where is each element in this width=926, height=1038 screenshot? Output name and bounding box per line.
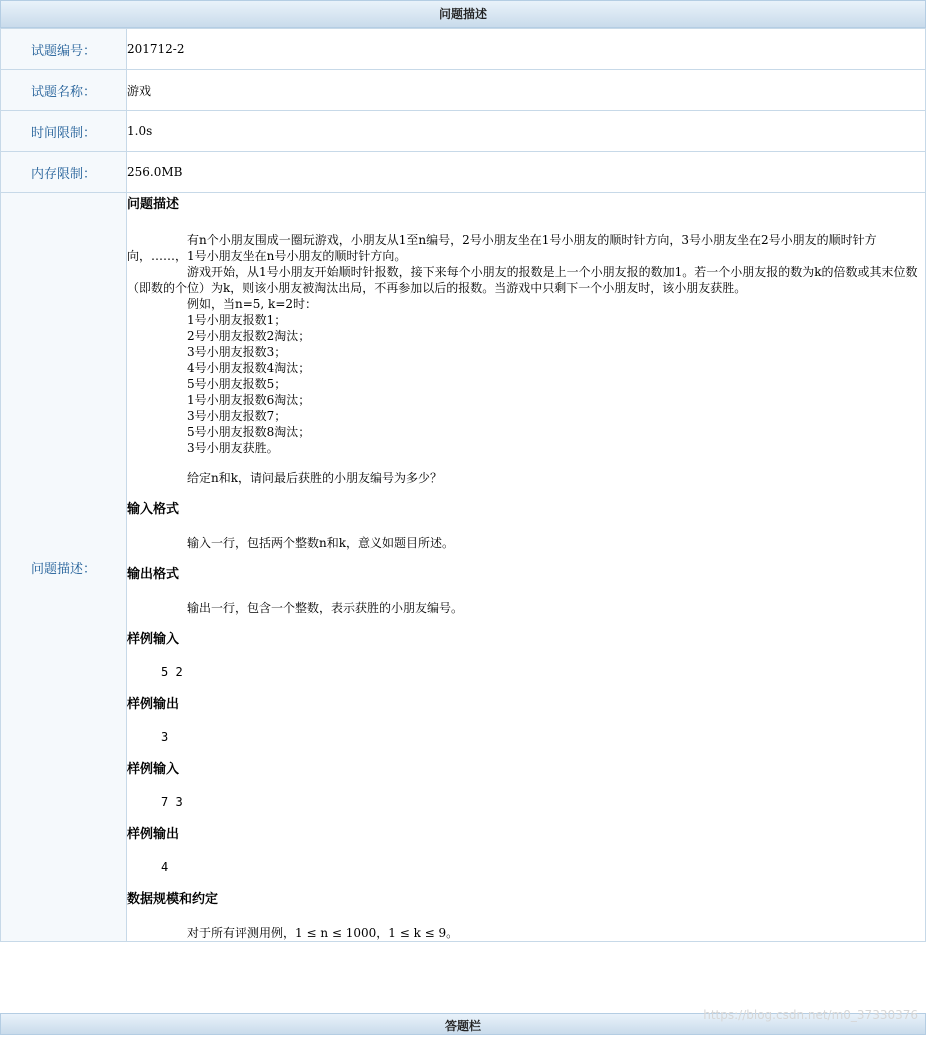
sample-output-title: 样例输出 (127, 697, 180, 712)
time-limit-value: 1.0s (127, 111, 926, 152)
example-line: 1号小朋友报数6淘汰； (187, 393, 311, 407)
problem-id-label: 试题编号： (1, 29, 127, 70)
example-block (187, 296, 925, 456)
sample-output-title: 样例输出 (127, 827, 180, 842)
sample-input-1: 5 2 (161, 665, 183, 679)
sample-output-1: 3 (161, 730, 169, 744)
intro-paragraph-1: 有n个小朋友围成一圈玩游戏，小朋友从1至n编号，2号小朋友坐在1号小朋友的顺时针方向，3号小朋友坐在2号小朋友的顺时针方向，……，1号小朋友坐在n号小朋友的顺时针方向。 (127, 233, 877, 263)
sample-input-title: 样例输入 (127, 632, 180, 647)
example-line: 3号小朋友获胜。 (187, 441, 279, 455)
example-line: 2号小朋友报数2淘汰； (187, 329, 311, 343)
info-row-name (1, 70, 926, 111)
example-line: 3号小朋友报数7； (187, 409, 287, 423)
data-scale-text: 对于所有评测用例，1 ≤ n ≤ 1000，1 ≤ k ≤ 9。 (187, 926, 459, 940)
example-line: 5号小朋友报数8淘汰； (187, 425, 311, 439)
info-row-description (1, 193, 926, 942)
memory-limit-value: 256.0MB (127, 152, 926, 193)
sample-input-2: 7 3 (161, 795, 183, 809)
memory-limit-label: 内存限制： (1, 152, 127, 193)
watermark: https://blog.csdn.net/m0_37330376 (703, 1008, 918, 1022)
time-limit-label: 时间限制： (1, 111, 127, 152)
problem-name-label: 试题名称： (1, 70, 127, 111)
example-line: 1号小朋友报数1； (187, 313, 287, 327)
problem-desc-title: 问题描述 (127, 197, 180, 212)
example-line: 4号小朋友报数4淘汰； (187, 361, 311, 375)
problem-name-value: 游戏 (127, 70, 926, 111)
example-line: 例如，当n=5, k=2时： (187, 297, 318, 311)
info-row-id (1, 29, 926, 70)
input-format-title: 输入格式 (127, 502, 180, 517)
output-format-text: 输出一行，包含一个整数，表示获胜的小朋友编号。 (187, 601, 464, 615)
example-line: 5号小朋友报数5； (187, 377, 287, 391)
info-row-memory (1, 152, 926, 193)
intro-paragraph-2: 游戏开始，从1号小朋友开始顺时针报数，接下来每个小朋友的报数是上一个小朋友报的数加1。若一个小朋友报的数为k的倍数或其末位数（即数的个位）为k，则该小朋友被淘汰出局，不再参加以后的报数。当游戏中只剩下一个小朋友时，该小朋友获胜。 (127, 265, 918, 295)
example-line: 3号小朋友报数3； (187, 345, 287, 359)
question-text: 给定n和k，请问最后获胜的小朋友编号为多少？ (187, 471, 443, 485)
output-format-title: 输出格式 (127, 567, 180, 582)
description-content (127, 193, 926, 942)
answer-section-header: 答题栏 (0, 1013, 926, 1035)
info-row-time (1, 111, 926, 152)
section-header: 问题描述 (0, 0, 926, 28)
description-label: 问题描述： (1, 193, 127, 942)
sample-output-2: 4 (161, 860, 169, 874)
data-scale-title: 数据规模和约定 (127, 892, 219, 907)
sample-input-title: 样例输入 (127, 762, 180, 777)
problem-id-value: 201712-2 (127, 29, 926, 70)
input-format-text: 输入一行，包括两个整数n和k，意义如题目所述。 (187, 536, 455, 550)
problem-info-table (0, 28, 926, 942)
